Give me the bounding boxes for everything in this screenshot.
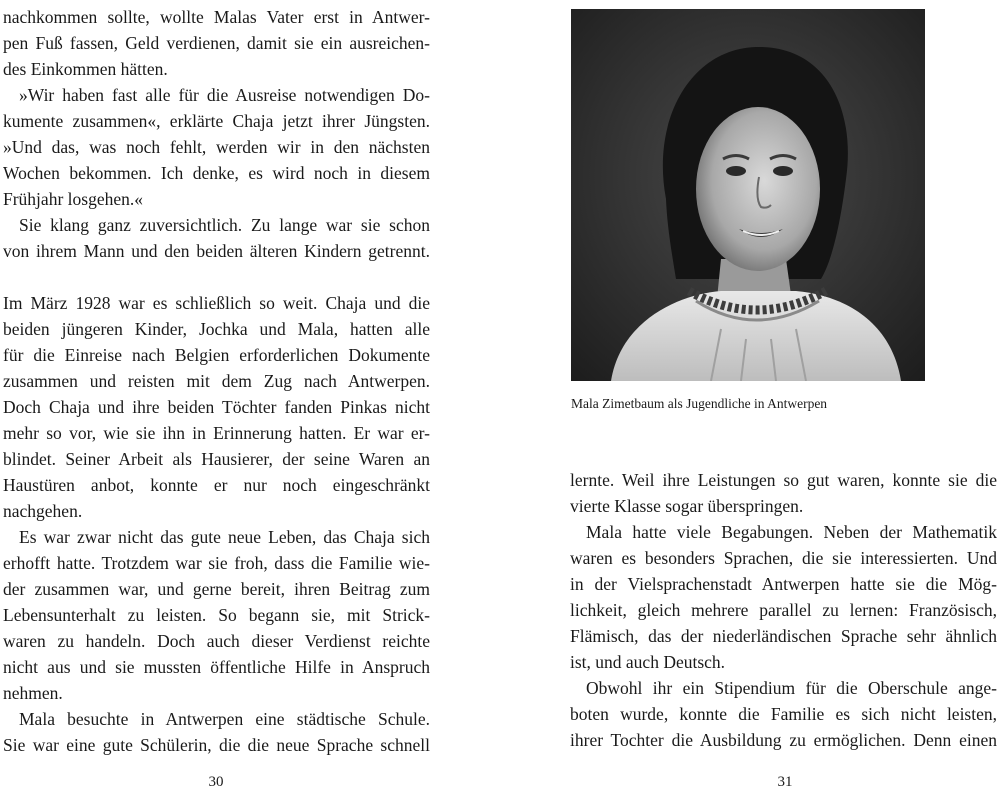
text-line: nachkommen sollte, wollte Malas Vater erst in Antwer- [3, 7, 430, 27]
text-line: nicht aus und sie mussten öffentliche Hilfe in Anspruch [3, 657, 430, 677]
page-number: 31 [777, 774, 793, 790]
text-line: nachgehen. [3, 501, 83, 521]
text-line: boten wurde, konnte die Familie es sich nicht leisten, [570, 704, 997, 724]
text-line: kumente zusammen«, erklärte Chaja jetzt ihrer Jüngsten. [3, 111, 430, 131]
text-line: pen Fuß fassen, Geld verdienen, damit sie ein ausreichen- [3, 33, 430, 53]
text-line: in der Vielsprachenstadt Antwerpen hatte sie die Mög- [570, 574, 997, 594]
text-line: ist, und auch Deutsch. [570, 652, 726, 672]
text-line: Frühjahr losgehen.« [3, 189, 143, 209]
text-line: des Einkommen hätten. [3, 59, 168, 79]
text-line: Doch Chaja und ihre beiden Töchter fanden Pinkas nicht [3, 397, 430, 417]
text-line: Obwohl ihr ein Stipendium für die Oberschule ange- [586, 678, 997, 698]
text-line: Flämisch, das der niederländischen Sprache sehr ähnlich [570, 626, 997, 646]
text-line: vierte Klasse sogar überspringen. [570, 496, 804, 516]
photo-caption: Mala Zimetbaum als Jugendliche in Antwerpen [571, 396, 828, 411]
text-line: ihrer Tochter die Ausbildung zu ermöglichen. Denn einen [570, 730, 997, 750]
text-line: mehr so vor, wie sie ihn in Erinnerung hatten. Er war er- [3, 423, 430, 443]
text-line: Sie klang ganz zuversichtlich. Zu lange war sie schon [19, 215, 430, 235]
page-number: 30 [208, 774, 224, 790]
text-line: »Und das, was noch fehlt, werden wir in den nächsten [3, 137, 430, 157]
text-line: Mala hatte viele Begabungen. Neben der Mathematik [586, 522, 997, 542]
text-line: waren es besonders Sprachen, die sie interessierten. Und [570, 548, 997, 568]
text-line: von ihrem Mann und den beiden älteren Kindern getrennt. [3, 241, 430, 261]
text-line: Sie war eine gute Schülerin, die die neue Sprache schnell [3, 735, 430, 755]
text-line: Im März 1928 war es schließlich so weit. Chaja und die [3, 293, 430, 313]
text-line: waren zu handeln. Doch auch dieser Verdienst reichte [3, 631, 430, 651]
text-line: lernte. Weil ihre Leistungen so gut waren, konnte sie die [570, 470, 997, 490]
text-line: für die Einreise nach Belgien erforderlichen Dokumente [3, 345, 430, 365]
portrait-photo [571, 9, 925, 381]
text-line: Es war zwar nicht das gute neue Leben, das Chaja sich [19, 527, 430, 547]
text-line: nehmen. [3, 683, 63, 703]
text-line: Mala besuchte in Antwerpen eine städtische Schule. [19, 709, 430, 729]
text-line: blindet. Seiner Arbeit als Hausierer, der seine Waren an [3, 449, 430, 469]
text-line: zusammen und reisten mit dem Zug nach Antwerpen. [3, 371, 430, 391]
text-line: beiden jüngeren Kinder, Jochka und Mala, hatten alle [3, 319, 430, 339]
text-line: »Wir haben fast alle für die Ausreise notwendigen Do- [19, 85, 430, 105]
text-line: lichkeit, gleich mehrere parallel zu lernen: Französisch, [570, 600, 997, 620]
text-line: Haustüren anbot, konnte er nur noch eingeschränkt [3, 475, 430, 495]
text-line: Wochen bekommen. Ich denke, es wird noch in diesem [3, 163, 430, 183]
text-line: Lebensunterhalt zu leisten. So begann sie, mit Strick- [3, 605, 430, 625]
text-line: erhofft hatte. Trotzdem war sie froh, dass die Familie wie- [3, 553, 430, 573]
text-line: der zusammen war, und gerne bereit, ihren Beitrag zum [3, 579, 430, 599]
